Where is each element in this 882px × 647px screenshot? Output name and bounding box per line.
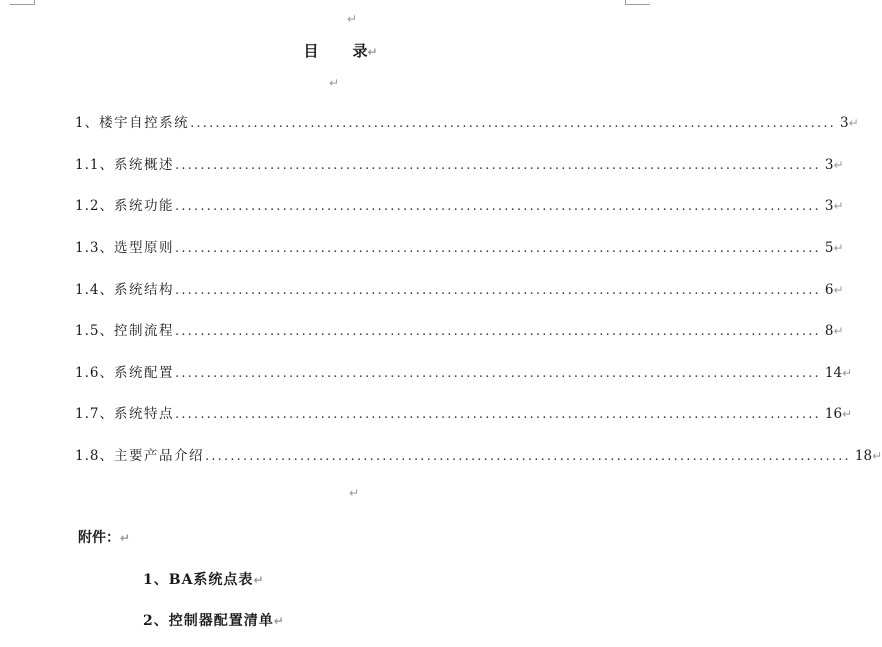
toc-entry-title: 系统配置 xyxy=(113,365,174,381)
paragraph-mark: ↵ xyxy=(273,614,285,628)
paragraph-mark: ↵ xyxy=(367,45,378,59)
toc-entry-page: 5 xyxy=(824,240,834,256)
paragraph-mark: ↵ xyxy=(253,573,265,587)
toc-title-char-1: 目 xyxy=(303,42,319,60)
toc-entry-page: 14 xyxy=(824,365,843,381)
toc-leader-dots: ...................................................................................................... xyxy=(174,241,821,256)
toc-entry[interactable] xyxy=(75,278,844,298)
toc-entry-title: 选型原则 xyxy=(113,240,174,256)
attachment-item-text: 2、控制器配置清单 xyxy=(143,613,274,629)
paragraph-mark: ↵ xyxy=(120,531,131,545)
attachment-item xyxy=(143,569,265,589)
toc-leader-dots: ...................................................................................................... xyxy=(174,407,821,422)
toc-entry-number: 1.8、 xyxy=(75,448,114,464)
toc-entry-page: 8 xyxy=(824,323,834,339)
toc-entry-title: 主要产品介绍 xyxy=(113,448,204,464)
attachment-heading-text: 附件： xyxy=(78,530,120,546)
toc-entry-title: 系统功能 xyxy=(113,198,174,214)
toc-entry[interactable] xyxy=(75,319,844,339)
toc-entry-page: 6 xyxy=(824,282,834,298)
toc-entry[interactable] xyxy=(75,111,859,131)
toc-entry[interactable] xyxy=(75,444,882,464)
attachment-item-text: 1、BA系统点表 xyxy=(143,572,254,588)
paragraph-mark: ↵ xyxy=(842,366,853,380)
paragraph-mark: ↵ xyxy=(848,116,859,130)
toc-entry[interactable] xyxy=(75,153,844,173)
paragraph-mark: ↵ xyxy=(347,12,358,26)
toc-entry[interactable] xyxy=(75,236,844,256)
toc-leader-dots: ...................................................................................................... xyxy=(204,449,851,464)
paragraph-mark: ↵ xyxy=(349,486,360,500)
toc-entry-page: 3 xyxy=(824,198,834,214)
paragraph-mark: ↵ xyxy=(833,283,844,297)
paragraph-mark: ↵ xyxy=(833,199,844,213)
paragraph-mark: ↵ xyxy=(872,449,882,463)
toc-entry-number: 1.1、 xyxy=(75,157,114,173)
paragraph-mark: ↵ xyxy=(329,76,340,90)
paragraph-mark: ↵ xyxy=(833,158,844,172)
toc-leader-dots: ...................................................................................................... xyxy=(174,366,821,381)
paragraph-mark: ↵ xyxy=(833,324,844,338)
toc-entry-number: 1.3、 xyxy=(75,240,114,256)
toc-leader-dots: ...................................................................................................... xyxy=(190,116,836,131)
toc-leader-dots: ...................................................................................................... xyxy=(174,283,821,298)
toc-entry[interactable] xyxy=(75,194,844,214)
paragraph-mark: ↵ xyxy=(833,241,844,255)
toc-entry[interactable] xyxy=(75,361,853,381)
toc-entry-title: 系统结构 xyxy=(113,282,174,298)
toc-leader-dots: ...................................................................................................... xyxy=(174,199,821,214)
toc-entry-page: 16 xyxy=(824,406,843,422)
paragraph-mark: ↵ xyxy=(842,407,853,421)
toc-entry-title: 楼宇自控系统 xyxy=(99,115,190,131)
toc-entry-page: 3 xyxy=(824,157,834,173)
attachment-item xyxy=(143,610,285,630)
toc-leader-dots: ...................................................................................................... xyxy=(174,324,821,339)
page-corner-mark-left xyxy=(10,0,35,5)
toc-title-char-2: 录 xyxy=(352,42,368,60)
toc-entry-number: 1.7、 xyxy=(75,406,114,422)
toc-entry-number: 1、 xyxy=(75,115,100,131)
toc-title xyxy=(0,40,681,61)
toc-entry-title: 系统概述 xyxy=(113,157,174,173)
toc-entry[interactable] xyxy=(75,402,853,422)
page-corner-mark-right xyxy=(625,0,650,5)
toc-entry-page: 3 xyxy=(840,115,849,131)
toc-entry-number: 1.5、 xyxy=(75,323,114,339)
toc-entry-title: 控制流程 xyxy=(113,323,174,339)
attachment-heading xyxy=(78,527,130,547)
toc-entry-number: 1.4、 xyxy=(75,282,114,298)
toc-entry-page: 18 xyxy=(854,448,873,464)
toc-entry-number: 1.2、 xyxy=(75,198,114,214)
toc-leader-dots: ...................................................................................................... xyxy=(174,158,821,173)
toc-entry-number: 1.6、 xyxy=(75,365,114,381)
toc-entry-title: 系统特点 xyxy=(113,406,174,422)
